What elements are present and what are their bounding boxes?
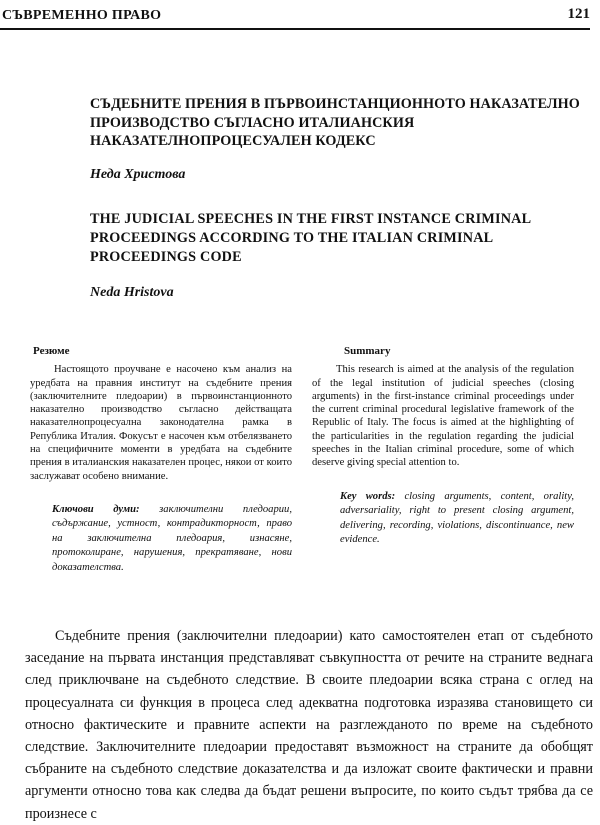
abstract-en-column xyxy=(312,345,574,548)
keywords-bg-label: Ключови думи: xyxy=(52,503,140,515)
abstract-bg-column xyxy=(30,345,292,575)
keywords-bg-list: заключителни пледоарии, съдържание, устност, контрадикторност, право на заключителна пледоария, изнасяне, протоколиране, нарушения, прекратяване, нови доказателства. xyxy=(52,503,293,573)
journal-title: СЪВРЕМЕННО ПРАВО xyxy=(2,8,162,23)
author-name-bg: Неда Христова xyxy=(90,167,186,182)
body-paragraph: Съдебните прения (заключителни пледоарии) като самостоятелен етап от съдебното заседание на първата инстанция представляват съвкупността от речите на страните веднага след приключване на съдебното следствие. В своите пледоарии всяка страна с оглед на процесуалната си функция в процеса след адекватна подготовка изразява становището си относно фактическите и правните аспекти на разглежданото по време на съдебното следствие. Заключителните пледоарии предоставят възможност на страните да обобщят събраните на съдебното следствие доказателства и да изложат своите фактически и правни аргументи относно това как следва да бъдат решени въпросите, по които съдът трябва да се произнесе с xyxy=(25,628,593,822)
page-number: 121 xyxy=(567,6,590,22)
abstract-en-text: This research is aimed at the analysis of the regulation of the legal institution of judicial speeches (closing arguments) in the first-instance criminal proceedings under the current criminal procedural legislative framework of the Republic of Italy. The focus is aimed at the highlighting of the particularities in the regulation regarding the judicial speeches in the Italian criminal procedure, some of which deserve giving special attention to. xyxy=(312,364,574,469)
author-name-en: Neda Hristova xyxy=(90,285,174,300)
article-title-bg: СЪДЕБНИТЕ ПРЕНИЯ В ПЪРВОИНСТАНЦИОННОТО НАКАЗАТЕЛНО ПРОИЗВОДСТВО СЪГЛАСНО ИТАЛИАНСКИЯ НАКАЗАТЕЛНОПРОЦЕСУАЛЕН КОДЕКС xyxy=(90,96,580,149)
keywords-en xyxy=(312,490,574,548)
abstract-en-heading: Summary xyxy=(344,345,391,357)
keywords-bg xyxy=(30,503,292,576)
abstract-bg-heading: Резюме xyxy=(33,345,70,357)
keywords-en-label: Key words: xyxy=(340,490,396,502)
keywords-en-list: closing arguments, content, orality, adversariality, right to present closing argument, delivering, recording, violations, discontinuance, new evidence. xyxy=(340,490,574,546)
article-title-en: THE JUDICIAL SPEECHES IN THE FIRST INSTANCE CRIMINAL PROCEEDINGS ACCORDING TO THE ITALIAN CRIMINAL PROCEEDINGS CODE xyxy=(90,211,531,265)
abstract-bg-text: Настоящото проучване е насочено към анализ на уредбата на правния институт на съдебните прения (заключителните пледоарии) в първоинстанционното наказателно производство съгласно действащата наказателнопроцесуална законодателна рамка в Република Италия. Фокусът е насочен към отбелязването на специфичните моменти в уредбата на съдебните прения в италианския наказателен процес, някои от които заслужават особено внимание. xyxy=(30,364,292,482)
running-header xyxy=(0,6,590,30)
